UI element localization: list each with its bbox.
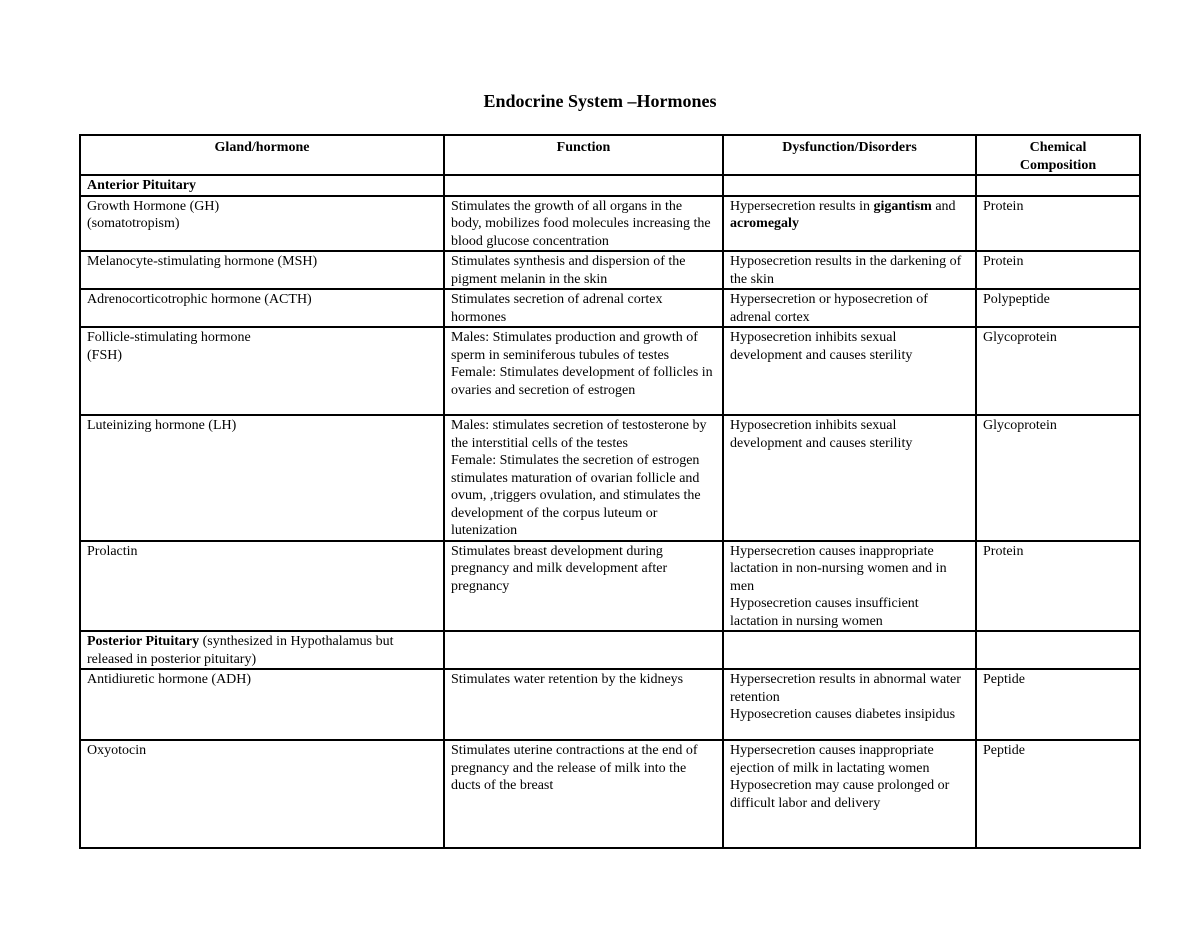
header-function: Function (444, 135, 723, 175)
function-cell: Stimulates breast development during pregnancy and milk development after pregnancy (444, 541, 723, 632)
hormones-table (79, 134, 1141, 849)
header-dysfunction: Dysfunction/Disorders (723, 135, 976, 175)
dysfunction-cell: Hypersecretion results in abnormal water retention Hyposecretion causes diabetes insipidus (723, 669, 976, 740)
table-row (80, 251, 1140, 289)
gland-cell: Luteinizing hormone (LH) (80, 415, 444, 541)
chemical-cell: Glycoprotein (976, 327, 1140, 415)
section-row-posterior (80, 631, 1140, 669)
header-row (80, 135, 1140, 175)
function-cell: Stimulates uterine contractions at the end of pregnancy and the release of milk into the ducts of the breast (444, 740, 723, 848)
chemical-cell: Protein (976, 541, 1140, 632)
function-cell: Stimulates water retention by the kidneys (444, 669, 723, 740)
dysfunction-cell: Hyposecretion inhibits sexual development and causes sterility (723, 327, 976, 415)
gland-cell: Prolactin (80, 541, 444, 632)
chemical-cell: Peptide (976, 669, 1140, 740)
header-chemical: Chemical Composition (976, 135, 1140, 175)
dysfunction-cell: Hypersecretion or hyposecretion of adrenal cortex (723, 289, 976, 327)
chemical-cell: Glycoprotein (976, 415, 1140, 541)
chemical-cell: Protein (976, 251, 1140, 289)
section-row-anterior (80, 175, 1140, 196)
chemical-cell: Peptide (976, 740, 1140, 848)
dysfunction-cell: Hypersecretion causes inappropriate lactation in non-nursing women and in men Hyposecretion causes insufficient lactation in nursing women (723, 541, 976, 632)
table-row (80, 740, 1140, 848)
section-label-posterior: Posterior Pituitary (synthesized in Hypothalamus but released in posterior pituitary) (80, 631, 444, 669)
gland-cell: Antidiuretic hormone (ADH) (80, 669, 444, 740)
function-cell: Males: stimulates secretion of testosterone by the interstitial cells of the testes Female: Stimulates the secretion of estrogen stimulates maturation of ovarian follicle and ovum, ,triggers ovulation, and stimulates the development of the corpus luteum or lutenization (444, 415, 723, 541)
table-row (80, 415, 1140, 541)
table-row (80, 196, 1140, 252)
dysfunction-cell: Hyposecretion results in the darkening of the skin (723, 251, 976, 289)
page-title: Endocrine System –Hormones (483, 91, 717, 111)
table-row (80, 327, 1140, 415)
table-row (80, 669, 1140, 740)
function-cell: Males: Stimulates production and growth of sperm in seminiferous tubules of testes Female: Stimulates development of follicles in ovaries and secretion of estrogen (444, 327, 723, 415)
function-cell: Stimulates the growth of all organs in the body, mobilizes food molecules increasing the blood glucose concentration (444, 196, 723, 252)
dysfunction-cell: Hypersecretion results in gigantism and acromegaly (723, 196, 976, 252)
dysfunction-cell: Hypersecretion causes inappropriate ejection of milk in lactating women Hyposecretion may cause prolonged or difficult labor and delivery (723, 740, 976, 848)
gland-cell: Oxyotocin (80, 740, 444, 848)
function-cell: Stimulates secretion of adrenal cortex hormones (444, 289, 723, 327)
table-row (80, 541, 1140, 632)
table-row (80, 289, 1140, 327)
function-cell: Stimulates synthesis and dispersion of the pigment melanin in the skin (444, 251, 723, 289)
gland-cell: Follicle-stimulating hormone (FSH) (80, 327, 444, 415)
gland-cell: Melanocyte-stimulating hormone (MSH) (80, 251, 444, 289)
gland-cell: Growth Hormone (GH) (somatotropism) (80, 196, 444, 252)
chemical-cell: Polypeptide (976, 289, 1140, 327)
chemical-cell: Protein (976, 196, 1140, 252)
gland-cell: Adrenocorticotrophic hormone (ACTH) (80, 289, 444, 327)
dysfunction-cell: Hyposecretion inhibits sexual development and causes sterility (723, 415, 976, 541)
header-gland: Gland/hormone (80, 135, 444, 175)
section-label-anterior: Anterior Pituitary (80, 175, 444, 196)
